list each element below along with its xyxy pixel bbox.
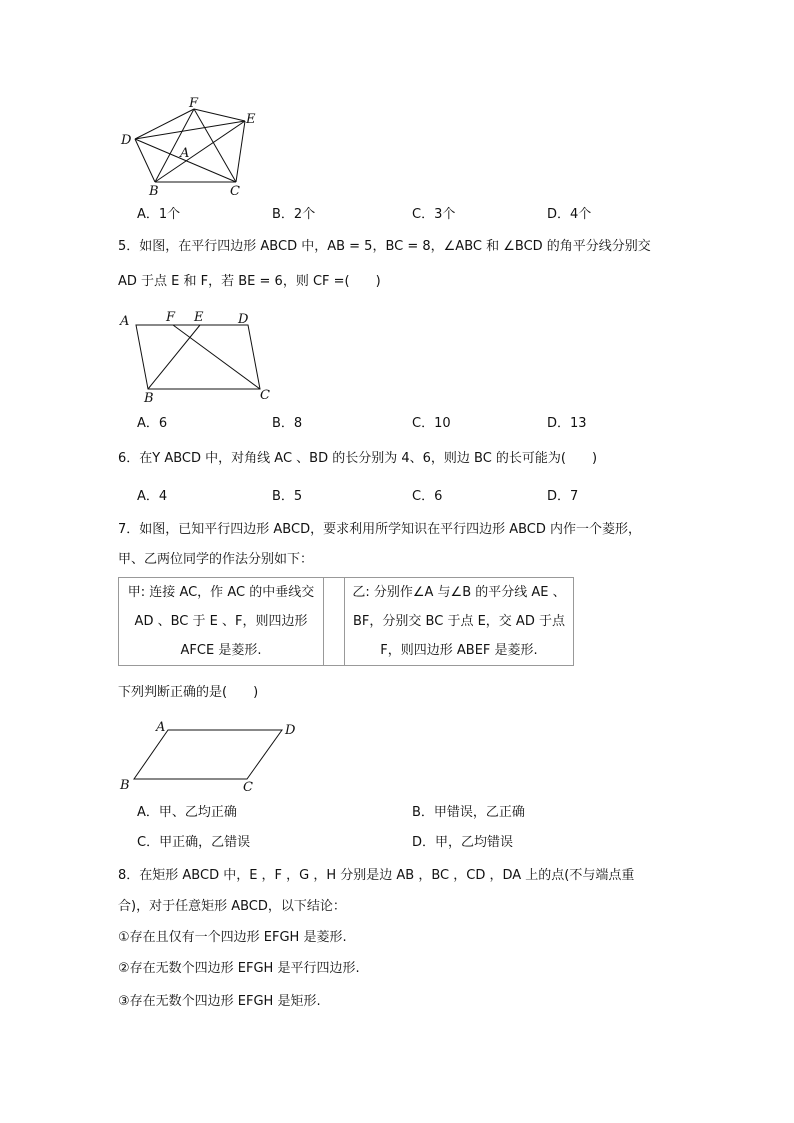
fig7-label-A: A	[156, 720, 166, 735]
fig1-label-A: A	[180, 146, 190, 161]
q5-option-d: D．13	[547, 416, 587, 431]
q5-option-c: C．10	[412, 416, 451, 431]
q7-option-a: A．甲、乙均正确	[137, 805, 237, 820]
q8-conclusion-2: ②存在无数个四边形 EFGH 是平行四边形.	[118, 961, 360, 976]
q6-option-c: C．6	[412, 489, 443, 504]
fig7-label-C: C	[243, 780, 253, 795]
fig5-label-F: F	[166, 310, 176, 325]
fig5-label-E: E	[194, 310, 204, 325]
fig5-label-A: A	[120, 314, 130, 329]
q8-conclusion-1: ①存在且仅有一个四边形 EFGH 是菱形.	[118, 930, 347, 945]
q7-option-d: D．甲，乙均错误	[412, 835, 514, 850]
q6-option-a: A．4	[137, 489, 168, 504]
q6-stem: 6．在Y ABCD 中，对角线 AC 、BD 的长分别为 4、6，则边 BC 的长可能为( )	[118, 451, 598, 466]
q7-jia-line1: 甲: 连接 AC，作 AC 的中垂线交	[127, 585, 315, 600]
q5-stem-line2: AD 于点 E 和 F，若 BE = 6，则 CF =( )	[118, 274, 381, 289]
q7-question: 下列判断正确的是( )	[118, 685, 259, 700]
q7-jia-line2: AD 、BC 于 E 、F，则四边形	[134, 614, 308, 629]
fig1-label-D: D	[121, 133, 132, 148]
fig1-label-B: B	[149, 184, 159, 199]
q5-option-b: B．8	[272, 416, 303, 431]
fig1-label-E: E	[246, 112, 256, 127]
q7-yi-line2: BF，分别交 BC 于点 E，交 AD 于点	[353, 614, 565, 629]
fig5-label-B: B	[144, 391, 154, 405]
figure-q5	[110, 305, 280, 405]
fig1-label-C: C	[230, 184, 240, 199]
q7-jia-line3: AFCE 是菱形.	[180, 643, 262, 658]
q4-option-d: D．4个	[547, 207, 592, 222]
q5-option-a: A．6	[137, 416, 168, 431]
fig5-label-D: D	[238, 312, 249, 327]
q7-option-b: B．甲错误，乙正确	[412, 805, 525, 820]
q7-spacer-cell	[324, 578, 345, 666]
q8-stem-line2: 合)，对于任意矩形 ABCD，以下结论：	[118, 899, 346, 914]
q7-stem-line1: 7．如图，已知平行四边形 ABCD，要求利用所学知识在平行四边形 ABCD 内作一个菱形，	[118, 522, 642, 537]
q4-option-b: B．2个	[272, 207, 316, 222]
q8-conclusion-3: ③存在无数个四边形 EFGH 是矩形.	[118, 994, 321, 1009]
q7-yi-cell	[345, 578, 574, 666]
figure-q4	[110, 95, 270, 200]
q7-stem-line2: 甲、乙两位同学的作法分别如下：	[118, 552, 314, 567]
fig5-label-C: C	[260, 388, 270, 403]
q7-method-table	[118, 577, 574, 666]
fig7-label-B: B	[120, 778, 130, 793]
q7-yi-line1: 乙: 分别作∠A 与∠B 的平分线 AE 、	[352, 585, 566, 600]
fig7-label-D: D	[285, 723, 296, 738]
q7-option-c: C．甲正确，乙错误	[137, 835, 251, 850]
q7-jia-cell	[119, 578, 324, 666]
q5-stem-line1: 5．如图，在平行四边形 ABCD 中，AB = 5，BC = 8，∠ABC 和 ∠BCD 的角平分线分别交	[118, 239, 651, 254]
q7-yi-line3: F，则四边形 ABEF 是菱形.	[380, 643, 538, 658]
q4-option-c: C．3个	[412, 207, 456, 222]
figure-q7	[112, 715, 302, 795]
fig1-label-F: F	[189, 96, 199, 111]
q6-option-b: B．5	[272, 489, 303, 504]
q4-option-a: A．1个	[137, 207, 181, 222]
q8-stem-line1: 8．在矩形 ABCD 中，E ，F ，G ，H 分别是边 AB ，BC ，CD ，DA 上的点(不与端点重	[118, 868, 635, 883]
q6-option-d: D．7	[547, 489, 579, 504]
